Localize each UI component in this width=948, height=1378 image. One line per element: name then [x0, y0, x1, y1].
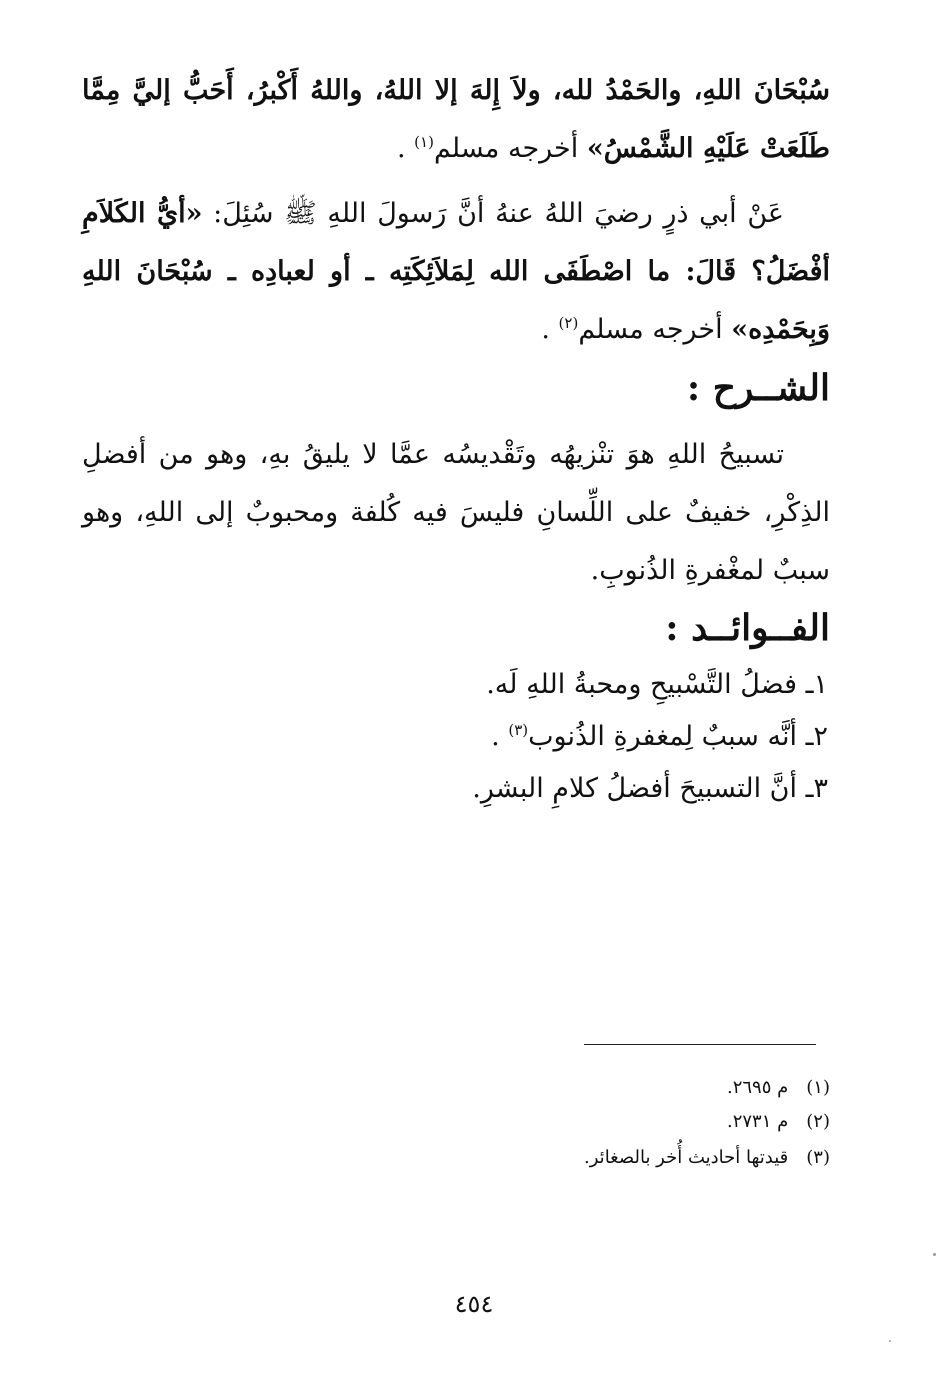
benefit-item-3: ٣ـ أنَّ التسبيحَ أفضلُ كلامِ البشرِ. — [472, 773, 828, 804]
sharh-text: تسبيحُ اللهِ هوَ تنْزيهُه وتَقْديسُه عمَّا لا يليقُ بهِ، وهو من أفضلِ الذِكْرِ، خفيفٌ على اللِّسانِ فليسَ فيه كُلفة ومحبوبٌ إلى اللهِ، وهو سببٌ لمغْفرةِ الذُنوبِ. — [82, 439, 830, 586]
footnote-text: م ٢٧٣١. — [726, 1111, 789, 1132]
footnote-number: (٣) — [806, 1147, 830, 1168]
footnote-ref-2: (٢) — [558, 314, 579, 332]
hadith-2-source: أخرجه مسلم — [578, 314, 732, 345]
scan-speck — [889, 1340, 891, 1342]
footnote-text: م ٢٦٩٥. — [726, 1077, 789, 1098]
scan-speck — [933, 1253, 936, 1256]
footnote-number: (١) — [806, 1077, 830, 1098]
hadith-1-text: سُبْحَانَ اللهِ، والحَمْدُ لله، ولاَ إِلهَ إلا اللهُ، واللهُ أَكْبرُ، أَحَبُّ إليَّ مِمَّا طَلَعَتْ عَلَيْهِ الشَّمْسُ» — [82, 75, 830, 164]
benefit-item-2: ٢ـ أنَّه سببٌ لِمغفرةِ الذُنوب$^{(٣)}$ . — [491, 721, 828, 752]
footnote-number: (٢) — [806, 1111, 830, 1132]
hadith-2-quote: «أيُّ الكَلاَمِ أفْضَلُ؟ قَالَ: ما اصْطَفَى الله لِمَلاَئِكَتِه ـ أو لعبادِه ـ سُبْحَانَ اللهِ وَبِحَمْدِه» — [82, 198, 830, 345]
page-number: ٤٥٤ — [454, 1290, 494, 1318]
sharh-heading: الشــرح : — [686, 367, 830, 409]
hadith-1-source: أخرجه مسلم — [433, 133, 587, 164]
footnote-1 — [727, 1074, 830, 1102]
hadith-1-paragraph: سُبْحَانَ اللهِ، والحَمْدُ لله، ولاَ إِلهَ إلا اللهُ، واللهُ أَكْبرُ، أَحَبُّ إليَّ مِمَّا طَلَعَتْ عَلَيْهِ الشَّمْسُ» أخرجه مسلم$^{(١)}$ . — [82, 75, 830, 164]
footnote-ref-3: (٣) — [508, 721, 529, 739]
footnote-text: قيدتها أحاديث أُخر بالصغائر. — [584, 1147, 789, 1168]
fawaid-heading: الفــوائــد : — [665, 607, 830, 649]
footnote-separator — [584, 1044, 816, 1045]
hadith-2-paragraph: عَنْ أبي ذرٍ رضيَ اللهُ عنهُ أنَّ رَسولَ اللهِ ﷺ سُئِلَ: «أيُّ الكَلاَمِ أفْضَلُ؟ قَالَ: ما اصْطَفَى الله لِمَلاَئِكَتِه ـ أو لعبادِه ـ سُبْحَانَ اللهِ وَبِحَمْدِه» أخرجه مسلم$^{(٢)}$ . — [82, 198, 830, 345]
benefit-item-1: ١ـ فضلُ التَّسْبيحِ ومحبةُ اللهِ لَه. — [486, 669, 828, 700]
footnote-ref-1: (١) — [414, 133, 434, 151]
footnote-3 — [584, 1144, 830, 1172]
footnote-2 — [727, 1108, 830, 1136]
sharh-paragraph — [82, 426, 830, 600]
hadith-2-intro: عَنْ أبي ذرٍ رضيَ اللهُ عنهُ أنَّ رَسولَ اللهِ ﷺ سُئِلَ: — [202, 198, 784, 229]
